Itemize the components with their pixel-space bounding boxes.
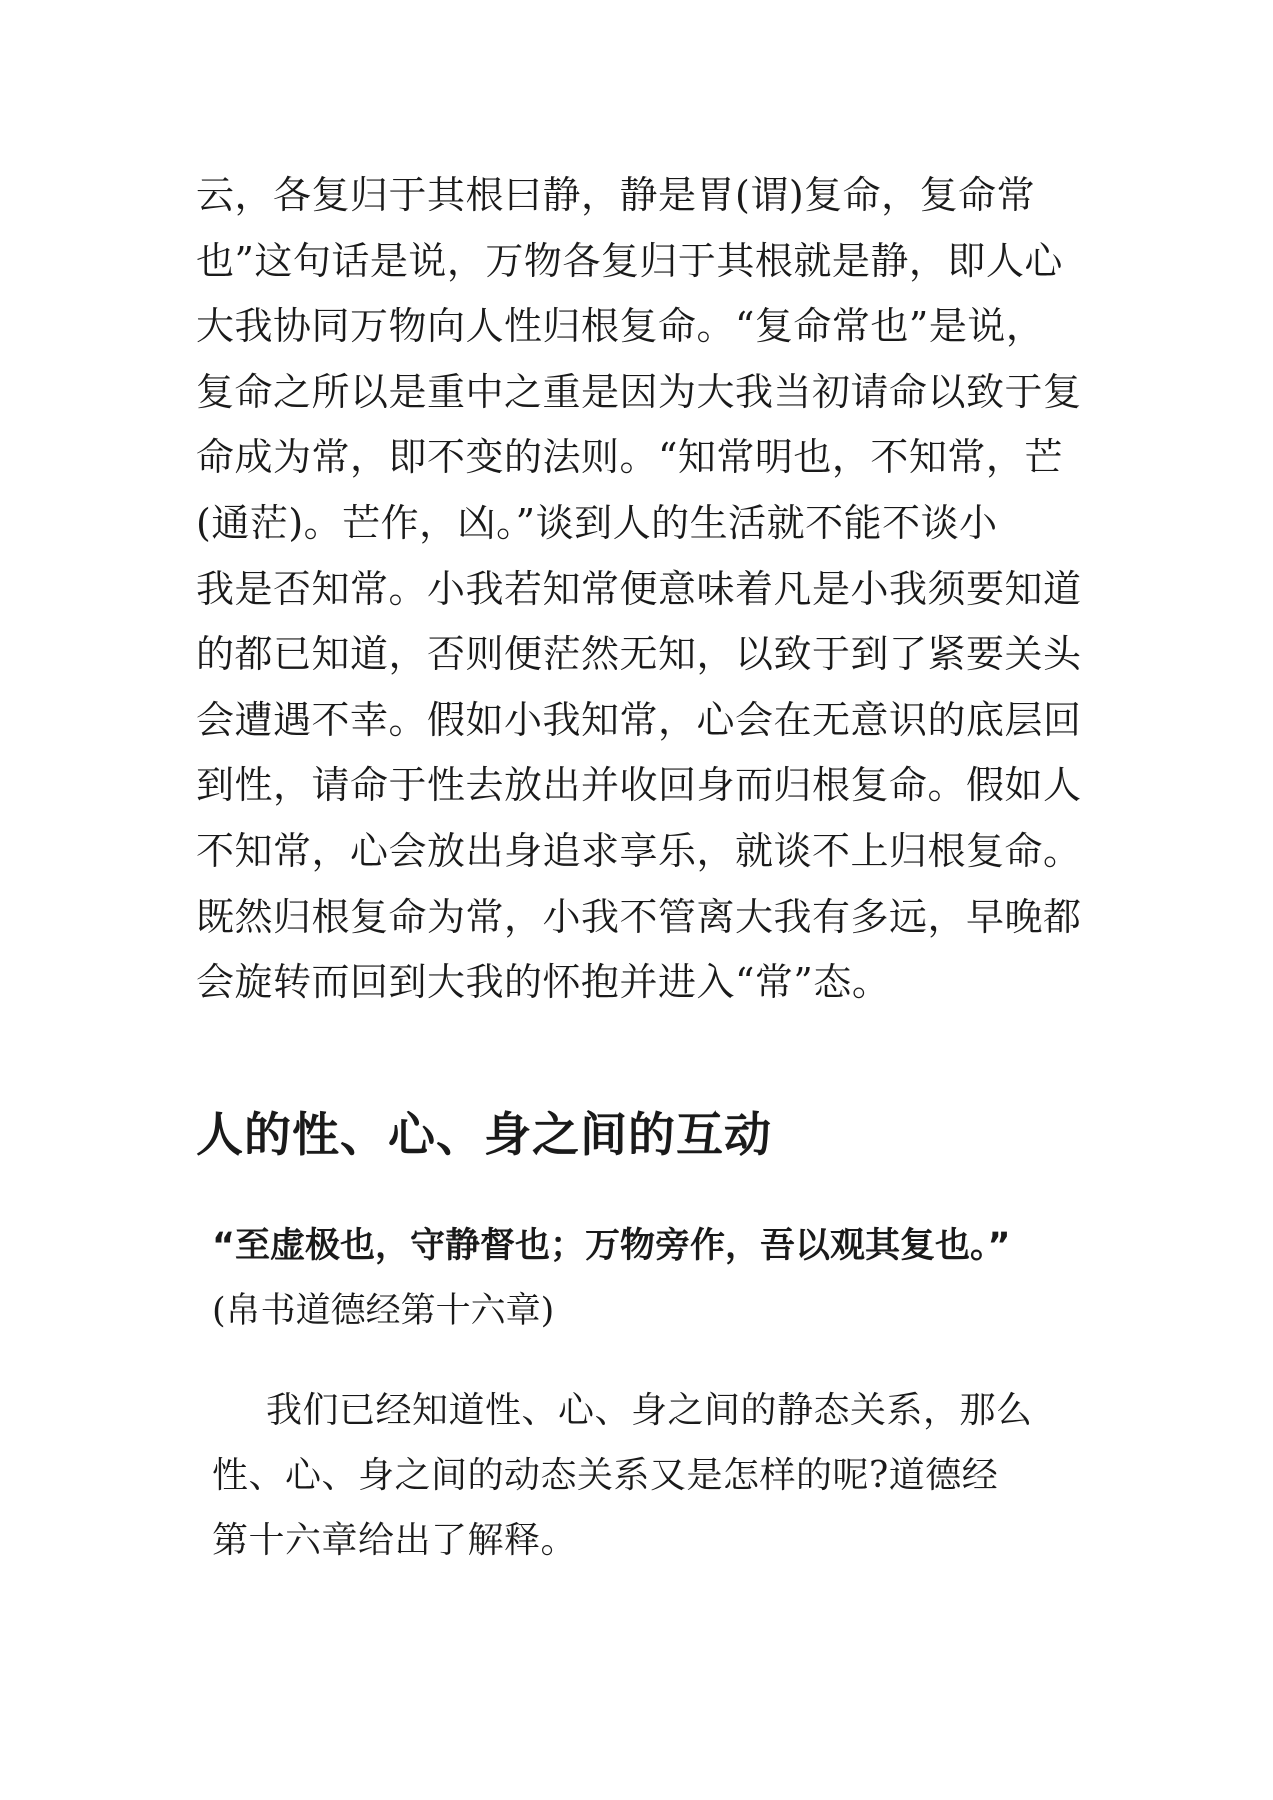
- body-line: 性、心、身之间的动态关系又是怎样的呢?道德经: [212, 1455, 999, 1496]
- paragraph-line: 也”这句话是说，万物各复归于其根就是静，即人心: [196, 238, 1063, 283]
- paragraph-line: 的都已知道，否则便茫然无知，以致于到了紧要关头: [196, 632, 1082, 677]
- paragraph-line: 云，各复归于其根曰静，静是胃(谓)复命，复命常: [196, 173, 1036, 217]
- paragraph-line: 不知常，心会放出身追求享乐，就谈不上归根复命。: [196, 828, 1082, 873]
- epigraph-source: (帛书道德经第十六章): [212, 1291, 555, 1331]
- paragraph-line: 会旋转而回到大我的怀抱并进入“常”态。: [196, 960, 891, 1005]
- body-paragraph: [212, 1378, 1092, 1573]
- epigraph-quote: “至虚极也，守静督也；万物旁作，吾以观其复也。”: [212, 1226, 1011, 1266]
- body-line: 第十六章给出了解释。: [212, 1520, 578, 1561]
- section-heading: 人的性、心、身之间的互动: [196, 1108, 772, 1163]
- paragraph-line: 会遭遇不幸。假如小我知常，心会在无意识的底层回: [196, 697, 1082, 742]
- paragraph-continued: [196, 163, 1096, 1016]
- paragraph-line: 我是否知常。小我若知常便意味着凡是小我须要知道: [196, 566, 1082, 611]
- paragraph-line: 既然归根复命为常，小我不管离大我有多远，早晚都: [196, 894, 1082, 939]
- paragraph-line: 大我协同万物向人性归根复命。“复命常也”是说，: [196, 304, 1045, 349]
- paragraph-line: (通茫)。芒作，凶。”谈到人的生活就不能不谈小: [196, 500, 998, 545]
- paragraph-line: 复命之所以是重中之重是因为大我当初请命以致于复: [196, 369, 1082, 414]
- paragraph-line: 到性，请命于性去放出并收回身而归根复命。假如人: [196, 763, 1082, 808]
- paragraph-line: 命成为常，即不变的法则。“知常明也，不知常，芒: [196, 435, 1063, 480]
- body-line: 我们已经知道性、心、身之间的静态关系，那么: [266, 1390, 1033, 1431]
